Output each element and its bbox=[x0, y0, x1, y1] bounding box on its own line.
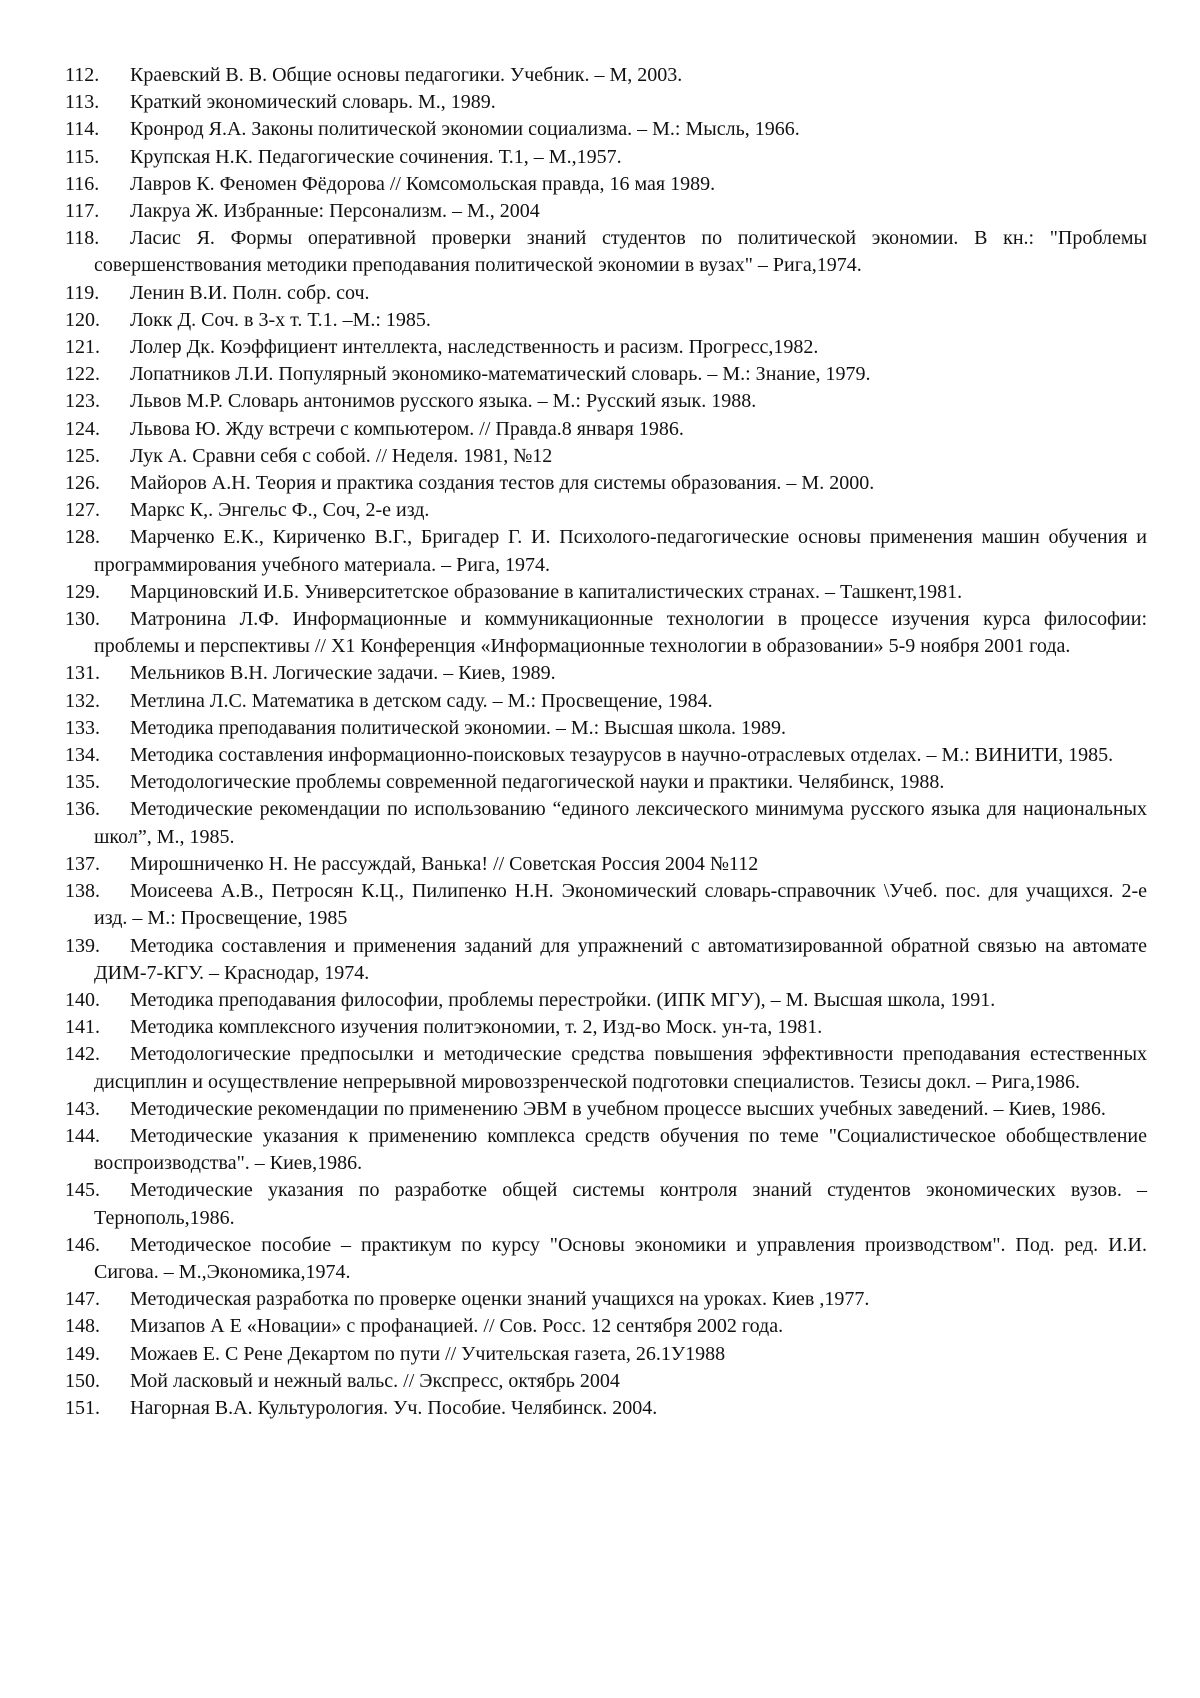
bibliography-list bbox=[65, 62, 1147, 1422]
reference-item bbox=[65, 307, 1147, 334]
reference-number: 131. bbox=[65, 662, 100, 685]
reference-number: 147. bbox=[65, 1288, 100, 1311]
reference-text: Крупская Н.К. Педагогические сочинения. Т.1, – М.,1957. bbox=[130, 145, 622, 168]
reference-item bbox=[65, 497, 1147, 524]
reference-number: 138. bbox=[65, 880, 100, 903]
reference-text: Методика преподавания философии, проблемы перестройки. (ИПК МГУ), – М. Высшая школа, 1991. bbox=[130, 988, 996, 1011]
reference-text: Методика составления и применения заданий для упражнений с автоматизированной обратной связью на автомате ДИМ-7-КГУ. – Краснодар, 1974. bbox=[94, 934, 1147, 984]
reference-item bbox=[65, 361, 1147, 388]
reference-text: Марциновский И.Б. Университетское образование в капиталистических странах. – Ташкент,1981. bbox=[130, 580, 963, 603]
reference-text: Ласис Я. Формы оперативной проверки знаний студентов по политической экономии. В кн.: "Проблемы совершенствования методики преподавания политической экономии в вузах" – Рига,1974. bbox=[94, 227, 1147, 277]
reference-text: Лопатников Л.И. Популярный экономико-математический словарь. – М.: Знание, 1979. bbox=[130, 363, 871, 386]
reference-item bbox=[65, 116, 1147, 143]
reference-number: 114. bbox=[65, 118, 100, 141]
reference-item bbox=[65, 1395, 1147, 1422]
reference-item bbox=[65, 171, 1147, 198]
reference-number: 112. bbox=[65, 64, 100, 86]
reference-item bbox=[65, 796, 1147, 850]
reference-item bbox=[65, 1177, 1147, 1231]
reference-number: 118. bbox=[65, 227, 100, 250]
reference-text: Краевский В. В. Общие основы педагогики. Учебник. – М, 2003. bbox=[130, 64, 683, 86]
reference-number: 140. bbox=[65, 988, 100, 1011]
reference-number: 128. bbox=[65, 526, 100, 549]
reference-number: 123. bbox=[65, 390, 100, 413]
reference-text: Можаев Е. С Рене Декартом по пути // Учительская газета, 26.1У1988 bbox=[130, 1342, 726, 1365]
reference-text: Локк Д. Соч. в 3-х т. Т.1. –М.: 1985. bbox=[130, 308, 431, 331]
reference-item bbox=[65, 524, 1147, 578]
reference-item bbox=[65, 470, 1147, 497]
reference-item bbox=[65, 1096, 1147, 1123]
reference-text: Методическое пособие – практикум по курсу "Основы экономики и управления производством". Под. ред. И.И. Сигова. – М.,Экономика,1974. bbox=[94, 1233, 1147, 1283]
reference-item bbox=[65, 62, 1147, 89]
reference-item bbox=[65, 715, 1147, 742]
reference-item bbox=[65, 660, 1147, 687]
reference-number: 126. bbox=[65, 472, 100, 495]
reference-number: 124. bbox=[65, 417, 100, 440]
reference-number: 122. bbox=[65, 363, 100, 386]
reference-text: Марченко Е.К., Кириченко В.Г., Бригадер Г. И. Психолого-педагогические основы применения машин обучения и программирования учебного материала. – Рига, 1974. bbox=[94, 526, 1147, 576]
reference-number: 148. bbox=[65, 1315, 100, 1338]
reference-text: Методика преподавания политической экономии. – М.: Высшая школа. 1989. bbox=[130, 716, 787, 739]
reference-item bbox=[65, 1014, 1147, 1041]
reference-item bbox=[65, 1368, 1147, 1395]
reference-number: 119. bbox=[65, 281, 100, 304]
reference-item bbox=[65, 334, 1147, 361]
reference-item bbox=[65, 443, 1147, 470]
reference-item bbox=[65, 280, 1147, 307]
reference-item bbox=[65, 1286, 1147, 1313]
reference-number: 143. bbox=[65, 1097, 100, 1120]
reference-item bbox=[65, 1041, 1147, 1095]
reference-text: Кронрод Я.А. Законы политической экономии социализма. – М.: Мысль, 1966. bbox=[130, 118, 800, 141]
reference-text: Мизапов А Е «Новации» с профанацией. // Сов. Росс. 12 сентября 2002 года. bbox=[130, 1315, 784, 1338]
reference-number: 139. bbox=[65, 934, 100, 957]
reference-number: 145. bbox=[65, 1179, 100, 1202]
reference-text: Матронина Л.Ф. Информационные и коммуникационные технологии в процессе изучения курса философии: проблемы и перспективы // Х1 Конференция «Информационные технологии в образовании» 5-9 ноября 2001 года. bbox=[94, 608, 1147, 658]
reference-number: 151. bbox=[65, 1396, 100, 1419]
reference-text: Львова Ю. Жду встречи с компьютером. // Правда.8 января 1986. bbox=[130, 417, 684, 440]
reference-text: Методика комплексного изучения политэкономии, т. 2, Изд-во Моск. ун-та, 1981. bbox=[130, 1016, 823, 1039]
reference-text: Мирошниченко Н. Не рассуждай, Ванька! // Советская Россия 2004 №112 bbox=[130, 852, 759, 875]
reference-text: Методические указания к применению комплекса средств обучения по теме "Социалистическое обобществление воспроизводства". – Киев,1986. bbox=[94, 1124, 1147, 1175]
reference-item bbox=[65, 742, 1147, 769]
reference-text: Нагорная В.А. Культурология. Уч. Пособие. Челябинск. 2004. bbox=[130, 1396, 658, 1419]
reference-text: Моисеева А.В., Петросян К.Ц., Пилипенко Н.Н. Экономический словарь-справочник \Учеб. пос. для учащихся. 2-е изд. – М.: Просвещение, 1985 bbox=[94, 880, 1147, 930]
reference-item bbox=[65, 416, 1147, 443]
reference-number: 115. bbox=[65, 145, 100, 168]
reference-item bbox=[65, 851, 1147, 878]
reference-item bbox=[65, 1313, 1147, 1340]
reference-item bbox=[65, 688, 1147, 715]
reference-text: Лакруа Ж. Избранные: Персонализм. – М., 2004 bbox=[130, 200, 540, 223]
reference-text: Методологические проблемы современной педагогической науки и практики. Челябинск, 1988. bbox=[130, 771, 945, 794]
reference-text: Методические указания по разработке общей системы контроля знаний студентов экономических вузов. – Тернополь,1986. bbox=[94, 1179, 1147, 1229]
reference-item bbox=[65, 1123, 1147, 1177]
reference-number: 121. bbox=[65, 336, 100, 359]
reference-item bbox=[65, 388, 1147, 415]
reference-item bbox=[65, 987, 1147, 1014]
reference-number: 130. bbox=[65, 608, 100, 631]
reference-number: 113. bbox=[65, 91, 100, 114]
reference-number: 120. bbox=[65, 308, 100, 331]
reference-text: Метлина Л.С. Математика в детском саду. – М.: Просвещение, 1984. bbox=[130, 689, 713, 712]
reference-text: Лолер Дк. Коэффициент интеллекта, наследственность и расизм. Прогресс,1982. bbox=[130, 336, 819, 359]
reference-item bbox=[65, 89, 1147, 116]
reference-number: 149. bbox=[65, 1342, 100, 1365]
reference-number: 127. bbox=[65, 499, 100, 522]
reference-number: 144. bbox=[65, 1124, 100, 1147]
reference-number: 142. bbox=[65, 1043, 100, 1066]
reference-item bbox=[65, 198, 1147, 225]
reference-number: 137. bbox=[65, 852, 100, 875]
reference-text: Методические рекомендации по применению ЭВМ в учебном процессе высших учебных заведений. – Киев, 1986. bbox=[130, 1097, 1106, 1120]
reference-text: Краткий экономический словарь. М., 1989. bbox=[130, 91, 496, 114]
reference-number: 146. bbox=[65, 1233, 100, 1256]
reference-item bbox=[65, 144, 1147, 171]
reference-number: 132. bbox=[65, 689, 100, 712]
reference-text: Методические рекомендации по использованию “единого лексического минимума русского языка для национальных школ”, М., 1985. bbox=[94, 798, 1147, 848]
reference-number: 141. bbox=[65, 1016, 100, 1039]
reference-text: Маркс К,. Энгельс Ф., Соч, 2-е изд. bbox=[130, 499, 430, 522]
reference-item bbox=[65, 769, 1147, 796]
reference-text: Мой ласковый и нежный вальс. // Экспресс, октябрь 2004 bbox=[130, 1369, 620, 1392]
reference-item bbox=[65, 1232, 1147, 1286]
reference-number: 117. bbox=[65, 200, 100, 223]
reference-item bbox=[65, 225, 1147, 279]
reference-number: 136. bbox=[65, 798, 100, 821]
reference-item bbox=[65, 933, 1147, 987]
reference-number: 133. bbox=[65, 716, 100, 739]
reference-item bbox=[65, 878, 1147, 932]
reference-text: Лук А. Сравни себя с собой. // Неделя. 1981, №12 bbox=[130, 444, 553, 467]
reference-item bbox=[65, 1341, 1147, 1368]
reference-item bbox=[65, 579, 1147, 606]
reference-number: 134. bbox=[65, 744, 100, 767]
reference-number: 116. bbox=[65, 172, 100, 195]
reference-text: Львов М.Р. Словарь антонимов русского языка. – М.: Русский язык. 1988. bbox=[130, 390, 757, 413]
reference-text: Мельников В.Н. Логические задачи. – Киев, 1989. bbox=[130, 662, 556, 685]
reference-item bbox=[65, 606, 1147, 660]
reference-number: 150. bbox=[65, 1369, 100, 1392]
reference-number: 125. bbox=[65, 444, 100, 467]
reference-number: 135. bbox=[65, 771, 100, 794]
reference-text: Ленин В.И. Полн. собр. соч. bbox=[130, 281, 370, 304]
reference-text: Майоров А.Н. Теория и практика создания тестов для системы образования. – М. 2000. bbox=[130, 472, 875, 495]
reference-text: Лавров К. Феномен Фёдорова // Комсомольская правда, 16 мая 1989. bbox=[130, 172, 716, 195]
reference-text: Методологические предпосылки и методические средства повышения эффективности преподавания естественных дисциплин и осуществление непрерывной мировоззренческой подготовки специалистов. Тезисы докл. – Рига,1986. bbox=[94, 1043, 1147, 1093]
reference-text: Методическая разработка по проверке оценки знаний учащихся на уроках. Киев ,1977. bbox=[130, 1288, 870, 1311]
reference-number: 129. bbox=[65, 580, 100, 603]
reference-text: Методика составления информационно-поисковых тезаурусов в научно-отраслевых отделах. – М.: ВИНИТИ, 1985. bbox=[130, 744, 1114, 767]
